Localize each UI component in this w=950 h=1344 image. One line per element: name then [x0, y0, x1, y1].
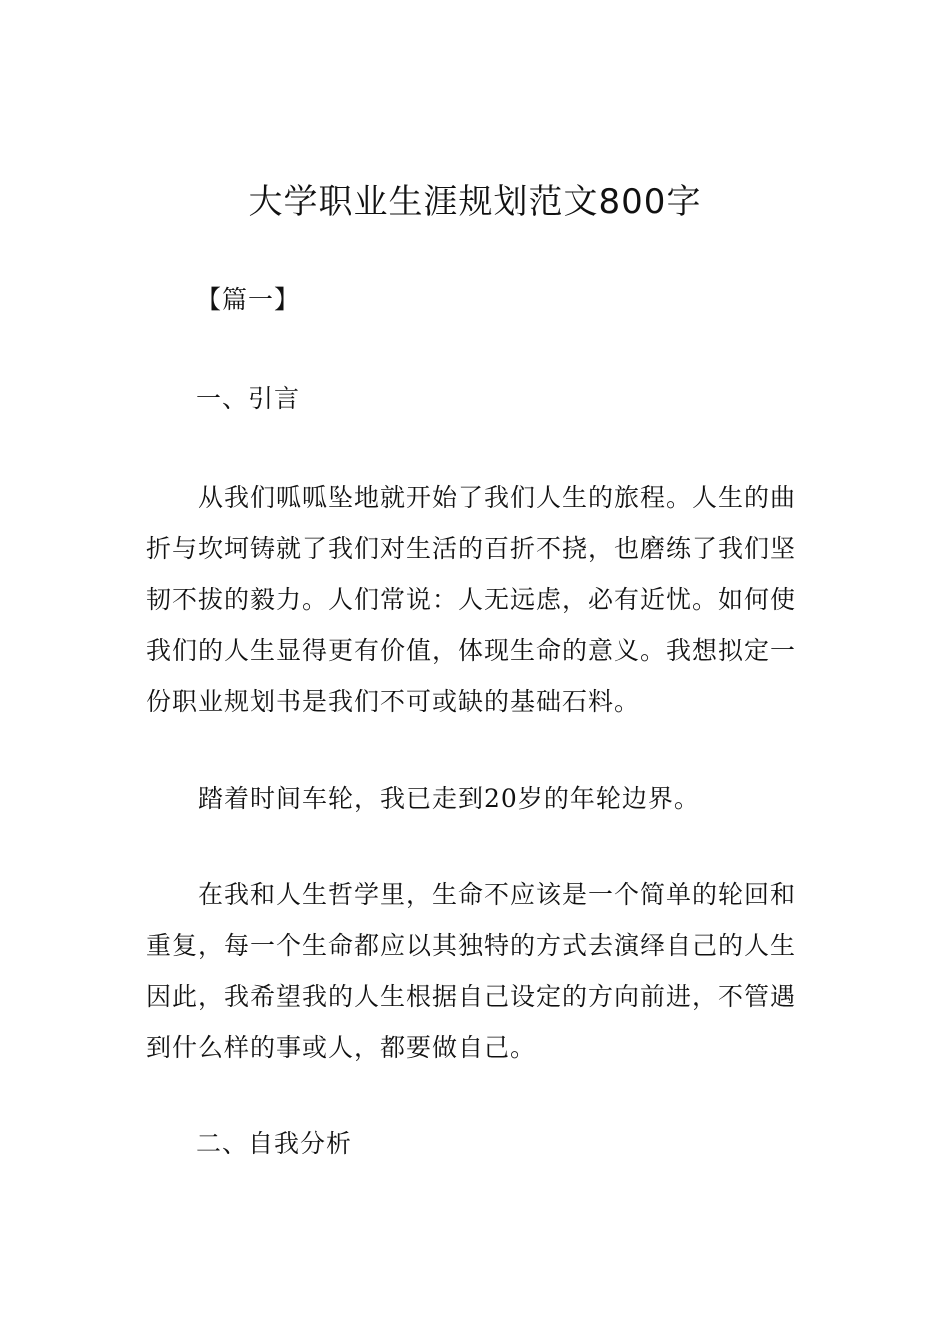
part-label: 【篇一】 — [196, 285, 301, 314]
paragraph-intro: 从我们呱呱坠地就开始了我们人生的旅程。人生的曲折与坎坷铸就了我们对生活的百折不挠，也磨练了我们坚韧不拔的毅力。人们常说：人无远虑，必有近忧。如何使我们的人生显得更有价值，体现生命的意义。我想拟定一份职业规划书是我们不可或缺的基础石料。 — [146, 483, 797, 716]
section-heading-self-analysis: 二、自我分析 — [196, 1129, 353, 1158]
paragraph-philosophy: 在我和人生哲学里，生命不应该是一个简单的轮回和重复，每一个生命都应以其独特的方式去演绎自己的人生因此，我希望我的人生根据自己设定的方向前进，不管遇到什么样的事或人，都要做自己。 — [146, 880, 797, 1062]
document-title: 大学职业生涯规划范文800字 — [248, 182, 702, 222]
paragraph-age: 踏着时间车轮，我已走到20岁的年轮边界。 — [198, 784, 700, 813]
section-heading-introduction: 一、引言 — [196, 384, 301, 413]
